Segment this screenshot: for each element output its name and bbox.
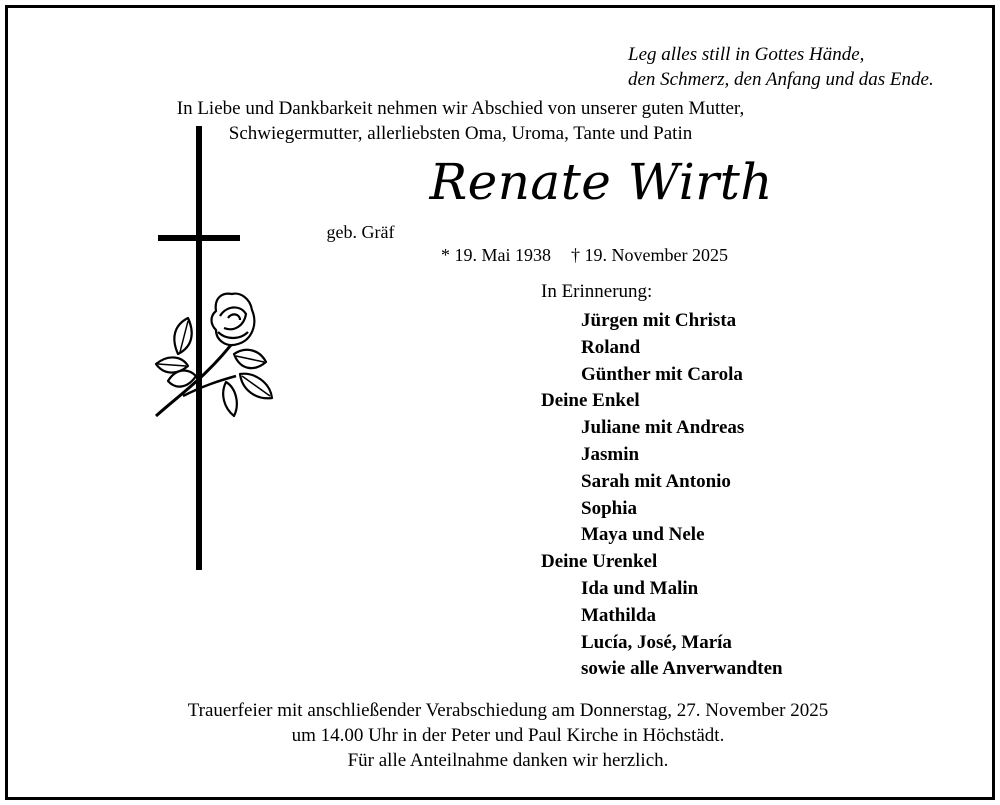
death-date: † 19. November 2025: [571, 245, 728, 265]
mourner-line: Jürgen mit Christa: [581, 310, 737, 331]
verse-line-1: Leg alles still in Gottes Hände,: [628, 44, 865, 65]
mourner-line: Juliane mit Andreas: [581, 417, 745, 439]
intro-text: [8, 96, 913, 146]
mourner-line: Sophia: [581, 497, 637, 519]
mourner-line: Mathilda: [581, 604, 656, 626]
mourner-line: Roland: [581, 336, 641, 358]
mourner-line: Lucía, José, María: [581, 631, 732, 653]
mourner-line: Deine Enkel: [541, 390, 640, 412]
obituary-notice: [5, 5, 995, 800]
life-dates: [441, 243, 748, 267]
mourner-line: Sarah mit Antonio: [581, 470, 731, 492]
funeral-info-line-1: Trauerfeier mit anschließender Verabschiedung am Donnerstag, 27. November 2025: [187, 700, 829, 721]
remembrance-heading: In Erinnerung:: [541, 281, 653, 302]
verse-line-2: den Schmerz, den Anfang und das Ende.: [628, 69, 934, 90]
mourner-line: Günther mit Carola: [581, 363, 743, 385]
verse: [628, 42, 934, 92]
mourners-list: [541, 308, 783, 683]
funeral-info: [8, 698, 1000, 773]
funeral-info-line-2: um 14.00 Uhr in der Peter und Paul Kirche in Höchstädt.: [291, 725, 725, 746]
mourner-line: Deine Urenkel: [541, 551, 658, 573]
mourner-line: Maya und Nele: [581, 524, 705, 546]
birth-name: geb. Gräf: [326, 222, 395, 242]
birth-date: * 19. Mai 1938: [441, 245, 551, 265]
mourner-line: sowie alle Anverwandten: [581, 658, 783, 680]
mourner-line: Ida und Malin: [581, 577, 699, 599]
intro-line-2: Schwiegermutter, allerliebsten Oma, Uroma, Tante und Patin: [228, 123, 693, 144]
thanks-line: Für alle Anteilnahme danken wir herzlich.: [347, 750, 669, 771]
mourner-line: Jasmin: [581, 443, 640, 465]
intro-line-1: In Liebe und Dankbarkeit nehmen wir Abschied von unserer guten Mutter,: [176, 98, 745, 119]
deceased-name: Renate Wirth: [429, 153, 773, 211]
